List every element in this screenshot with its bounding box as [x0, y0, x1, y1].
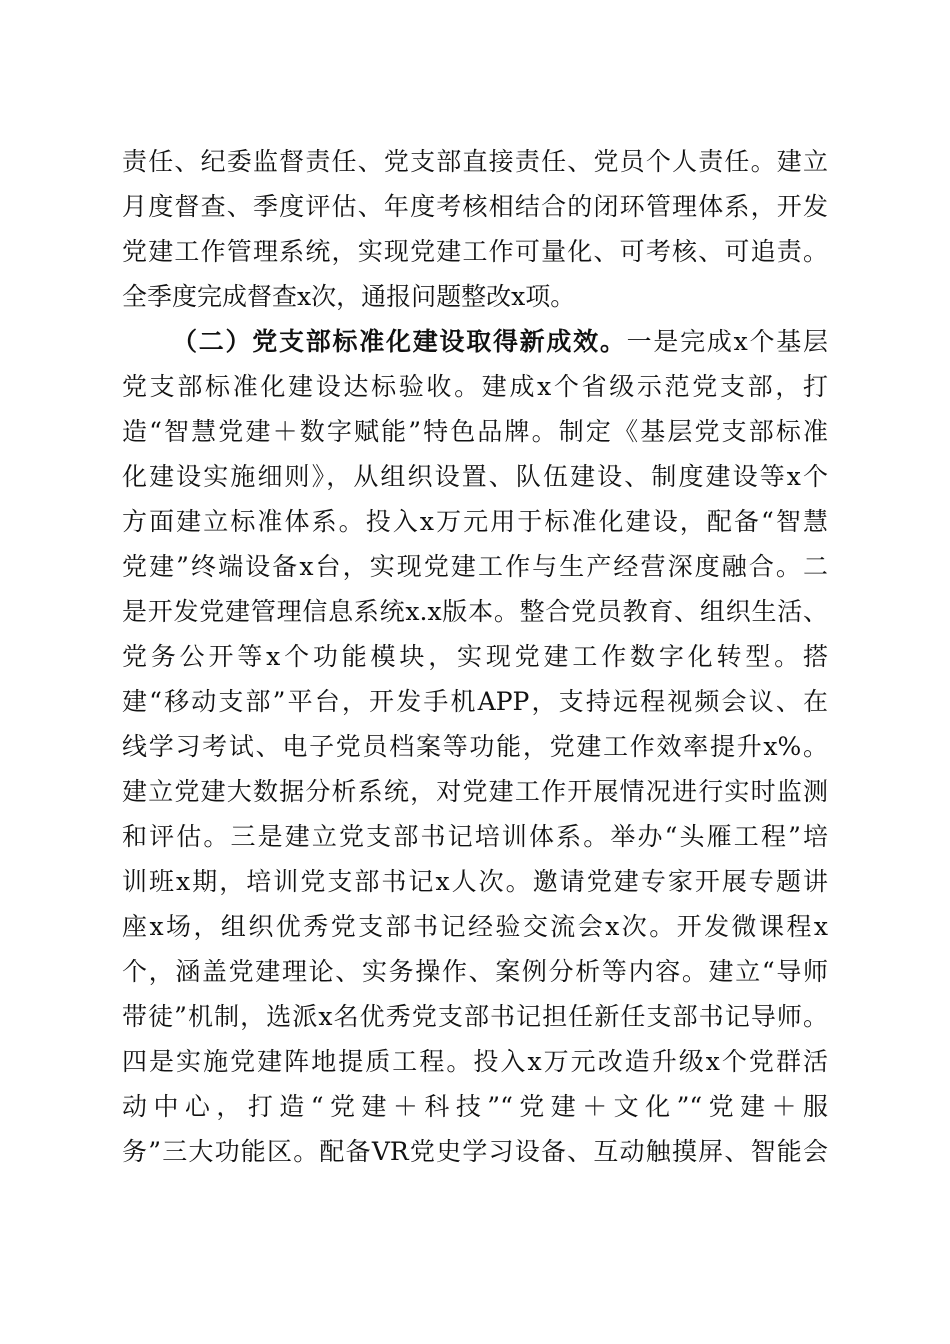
body-text-line: 建立党建大数据分析系统，对党建工作开展情况进行实时监测: [122, 777, 828, 806]
body-text-line: 四是实施党建阵地提质工程。投入x万元改造升级x个党群活: [122, 1047, 828, 1076]
body-text-line: 建“移动支部”平台，开发手机APP，支持远程视频会议、在: [122, 687, 828, 716]
body-text-line: 党支部标准化建设达标验收。建成x个省级示范党支部，打: [122, 372, 828, 401]
body-text-line: 造“智慧党建＋数字赋能”特色品牌。制定《基层党支部标准: [122, 417, 828, 446]
body-text-line: 党务公开等x个功能模块，实现党建工作数字化转型。搭: [122, 642, 828, 671]
body-text-line: 方面建立标准体系。投入x万元用于标准化建设，配备“智慧: [122, 507, 828, 536]
section-heading: （二）党支部标准化建设取得新成效。: [172, 327, 627, 356]
body-text-line: 和评估。三是建立党支部书记培训体系。举办“头雁工程”培: [122, 822, 828, 851]
body-text-line: 个，涵盖党建理论、实务操作、案例分析等内容。建立“导师: [122, 957, 828, 986]
body-text-line: 责任、纪委监督责任、党支部直接责任、党员个人责任。建立: [122, 147, 828, 176]
heading-line-rest: 一是完成x个基层: [626, 327, 828, 356]
body-text-line: 月度督查、季度评估、年度考核相结合的闭环管理体系，开发: [122, 192, 828, 221]
body-text-line: 带徒”机制，选派x名优秀党支部书记担任新任支部书记导师。: [122, 1002, 828, 1031]
body-text-line: 务”三大功能区。配备VR党史学习设备、互动触摸屏、智能会: [122, 1137, 828, 1166]
body-text-line: 座x场，组织优秀党支部书记经验交流会x次。开发微课程x: [122, 912, 828, 941]
body-text-line: 全季度完成督查x次，通报问题整改x项。: [122, 282, 576, 311]
section-heading-line: [172, 320, 828, 364]
body-text-line: 是开发党建管理信息系统x.x版本。整合党员教育、组织生活、: [122, 597, 828, 626]
body-text-line: 党建”终端设备x台，实现党建工作与生产经营深度融合。二: [122, 552, 828, 581]
body-text-line: 线学习考试、电子党员档案等功能，党建工作效率提升x%。: [122, 732, 828, 761]
body-text-line: 训班x期，培训党支部书记x人次。邀请党建专家开展专题讲: [122, 867, 828, 896]
body-text-line: 动中心，打造“党建＋科技”“党建＋文化”“党建＋服: [122, 1092, 828, 1121]
body-text-line: 党建工作管理系统，实现党建工作可量化、可考核、可追责。: [122, 237, 828, 266]
body-text-line: 化建设实施细则》，从组织设置、队伍建设、制度建设等x个: [122, 462, 828, 491]
